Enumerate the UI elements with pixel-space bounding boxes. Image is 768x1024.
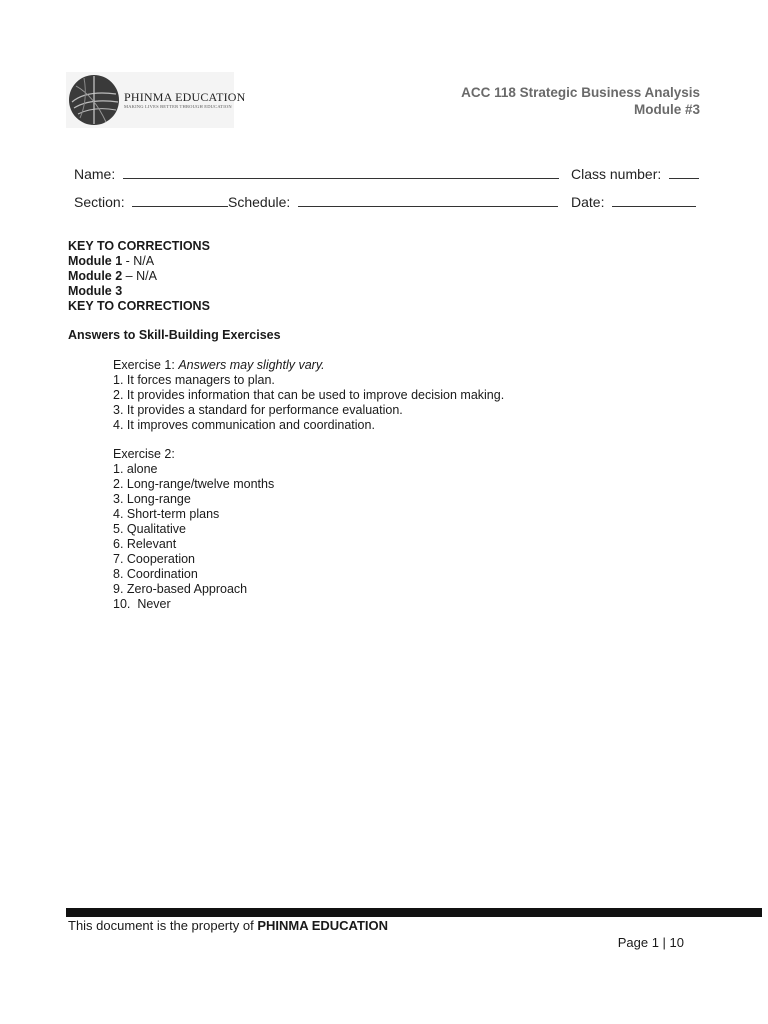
module2-label: Module 2 — [68, 269, 123, 283]
exercise2-list — [113, 462, 274, 612]
schedule-row — [228, 193, 558, 210]
footer-property — [68, 918, 388, 933]
list-item: 9. Zero-based Approach — [113, 582, 248, 596]
page-number: Page 1 | 10 — [617, 935, 684, 950]
schedule-label: Schedule: — [228, 194, 291, 210]
key-heading-2: KEY TO CORRECTIONS — [68, 299, 210, 313]
module1-value: - N/A — [122, 254, 155, 268]
module-number: Module #3 — [633, 102, 700, 117]
class-number-field[interactable] — [669, 165, 699, 179]
key-heading: KEY TO CORRECTIONS — [68, 239, 210, 253]
module2-line — [68, 269, 157, 284]
list-item: 4. It improves communication and coordination. — [113, 418, 375, 432]
module2-value: – N/A — [122, 269, 157, 283]
module1-label: Module 1 — [68, 254, 123, 268]
class-number-label: Class number: — [571, 166, 662, 182]
date-row — [571, 193, 696, 210]
date-label: Date: — [571, 194, 605, 210]
module1-line — [68, 254, 154, 269]
list-item: 3. Long-range — [113, 492, 191, 506]
list-item: 7. Cooperation — [113, 552, 196, 566]
answers-title: Answers to Skill-Building Exercises — [68, 328, 281, 342]
name-row — [74, 165, 559, 182]
footer-divider — [66, 908, 762, 917]
date-field[interactable] — [612, 193, 696, 207]
course-title: ACC 118 Strategic Business Analysis — [461, 85, 700, 100]
list-item: 6. Relevant — [113, 537, 177, 551]
exercise1-note: Answers may slightly vary. — [178, 358, 325, 372]
list-item: 3. It provides a standard for performance evaluation. — [113, 403, 403, 417]
list-item: 2. Long-range/twelve months — [113, 477, 275, 491]
document-header — [461, 84, 700, 118]
name-field[interactable] — [123, 165, 559, 179]
class-number-row — [571, 165, 699, 182]
exercise1-heading — [113, 358, 325, 373]
exercise1-label: Exercise 1: — [113, 358, 179, 372]
list-item: 5. Qualitative — [113, 522, 186, 536]
logo-tagline: MAKING LIVES BETTER THROUGH EDUCATION — [124, 104, 232, 109]
list-item: 4. Short-term plans — [113, 507, 220, 521]
exercise1-list — [113, 373, 504, 433]
section-field[interactable] — [132, 193, 228, 207]
list-item: 8. Coordination — [113, 567, 198, 581]
list-item: 1. It forces managers to plan. — [113, 373, 275, 387]
module3-label: Module 3 — [68, 284, 123, 298]
list-item: 2. It provides information that can be used to improve decision making. — [113, 388, 505, 402]
schedule-field[interactable] — [298, 193, 558, 207]
list-item: 10. Never — [113, 597, 171, 611]
name-label: Name: — [74, 166, 116, 182]
section-label: Section: — [74, 194, 125, 210]
list-item: 1. alone — [113, 462, 158, 476]
logo-name: PHINMA EDUCATION — [124, 90, 246, 104]
section-row — [74, 193, 228, 210]
exercise2-label: Exercise 2: — [113, 447, 175, 461]
footer-prefix: This document is the property of — [68, 918, 258, 933]
footer-owner: PHINMA EDUCATION — [257, 918, 389, 933]
